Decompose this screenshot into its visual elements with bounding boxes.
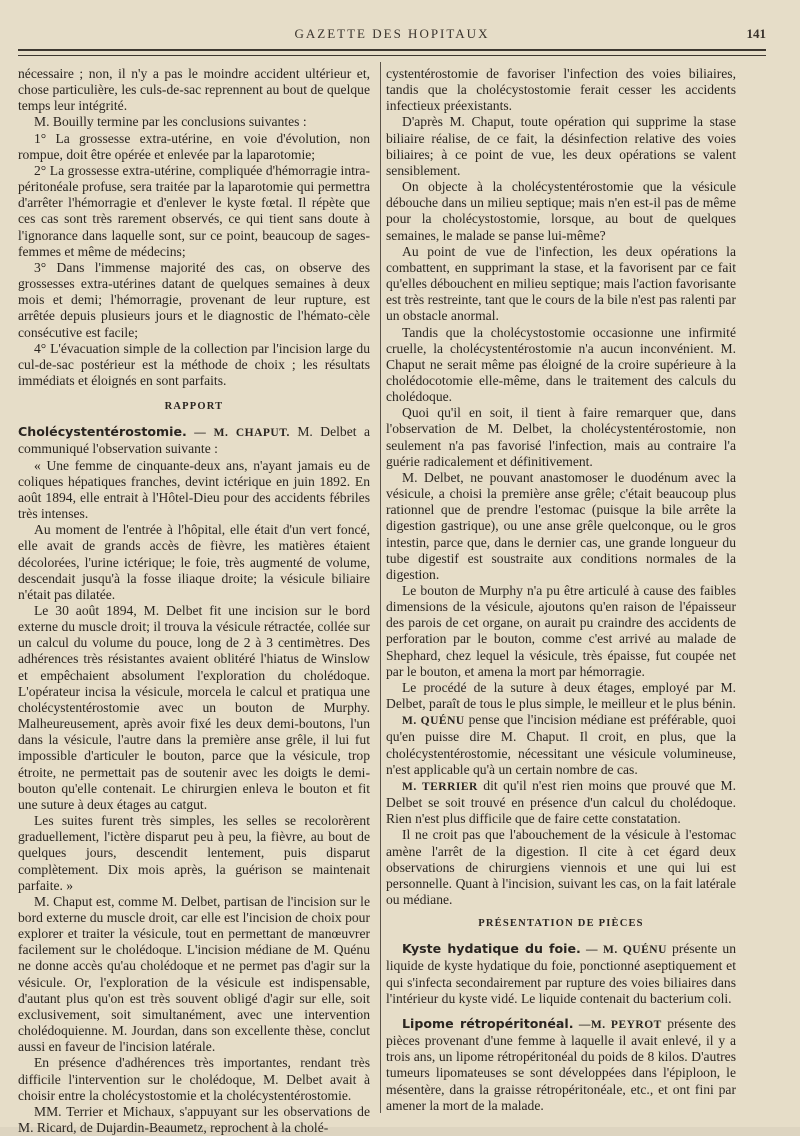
paragraph: Au moment de l'entrée à l'hôpital, elle était d'un vert foncé, elle avait de grands accès de fièvre, les matières étaient décolorées, l'urine ictérique; le foie, très augmenté de volume, descendait jusqu'à la fosse iliaque droite; la vésicule biliaire n'était pas dilatée. [18, 522, 370, 602]
column-separator [380, 62, 381, 1113]
paragraph: M. Bouilly termine par les conclusions suivantes : [34, 114, 307, 130]
left-column [18, 66, 370, 1136]
paragraph: MM. Terrier et Michaux, s'appuyant sur les observations de M. Ricard, de Dujardin-Beaumetz, reprochent à la cholé- [18, 1103, 370, 1135]
article-title: Cholécystentérostomie. [18, 424, 187, 440]
page-header [18, 26, 766, 46]
article-author: — M. QUÉNU [585, 944, 667, 957]
paragraph: Il ne croit pas que l'abouchement de la vésicule à l'estomac amène l'arrêt de la digestion. Il cite à cet égard deux observations de chirurgiens viennois et une qui lui est personnelle. Quant à l'incision, suivant les cas, on la fait latérale ou médiane. [386, 827, 736, 907]
header-rule-thick [18, 49, 766, 51]
paragraph: En présence d'adhérences très importantes, rendant très difficile l'intervention sur le cholédoque, M. Delbet avait à choisir entre la cholécystostomie et la cholécystentérostomie. [18, 1055, 370, 1103]
page-number: 141 [746, 26, 766, 41]
paragraph: Quoi qu'il en soit, il tient à faire remarquer que, dans l'observation de M. Delbet, la cholécystentérostomie, non seulement n'a pas favorisé l'infection, mais au contraire l'a guérie radicalement et définitivement. [386, 405, 736, 469]
journal-title: GAZETTE DES HOPITAUX [294, 26, 490, 41]
paragraph: 3° Dans l'immense majorité des cas, on observe des grossesses extra-utérines datant de quelques semaines à deux mois et demi; l'hémorragie, provenant de leur rupture, est arrêtée depuis plusieurs jours et le diagnostic de l'hémato-cèle consécutive est facile; [18, 259, 370, 340]
article-paragraph [386, 941, 736, 1007]
article-author: —M. PEYROT [578, 1018, 662, 1031]
paragraph-text: dit qu'il n'est rien moins que prouvé que M. Delbet se soit trouvé en présence d'un calcul du cholédoque. Rien n'est plus difficile que de faire cette constatation. [386, 777, 736, 827]
paragraph: Tandis que la cholécystostomie occasionne une infirmité cruelle, la cholécystentérostomie n'a aucun inconvénient. M. Chaput ne serait même pas éloigné de la croire supérieure à la cholédocotomie elle-même, dans le traitement des calculs du cholédoque. [386, 324, 736, 405]
speaker-name: M. TERRIER [402, 780, 478, 793]
header-rule-thin [18, 55, 766, 56]
spacer [386, 1007, 736, 1016]
article-paragraph [386, 778, 736, 827]
paragraph: Au point de vue de l'infection, les deux opérations la combattent, en supprimant la stase, et la favorisent par ce fait qu'elles débouchent en milieu septique; mais l'action favorisante est très restreinte, tant que le cours de la bile n'est pas ralenti par un obstacle anormal. [386, 243, 736, 324]
paragraph: « Une femme de cinquante-deux ans, n'ayant jamais eu de coliques hépatiques franches, devint ictérique en juin 1892. En août 1894, elle entrait à l'Hôtel-Dieu pour des accidents fébriles très intenses. [18, 457, 370, 522]
paragraph: 2° La grossesse extra-utérine, compliquée d'hémorragie intra-péritonéale profuse, sera traitée par la laparotomie qui permettra d'arrêter l'hémorragie et d'enlever le kyste fœtal. Il répète que ces cas sont très rarement observés, ce qui tient sans doute à l'ignorance dans laquelle sont, sur ce point, beaucoup de sages-femmes et même de médecins; [18, 162, 370, 259]
paragraph: Les suites furent très simples, les selles se recolorèrent graduellement, l'ictère disparut peu à peu, la fièvre, au bout de quelques jours, descendit lentement, puis disparut complètement. Dix mois après, la guérison se maintenait parfaite. » [18, 813, 370, 893]
paragraph: Le procédé de la suture à deux étages, employé par M. Delbet, paraît de tous le plus simple, le meilleur et le plus bénin. [386, 679, 736, 712]
paragraph-text: présente un liquide de kyste hydatique du foie, ponctionné aseptiquement et qui s'infecta secondairement par rupture des voies biliaires dans l'intérieur du kyste vidé. Le liquide contenait du bacterium coli. [386, 941, 736, 1006]
speaker-name: M. QUÉNU [402, 715, 465, 728]
right-column [386, 66, 736, 1114]
paragraph: M. Chaput est, comme M. Delbet, partisan de l'incision sur le bord externe du muscle droit, car elle est l'incision de choix pour explorer et traiter la vésicule, tout en permettant de manœuvrer facilement sur le cholédoque. L'incision médiane de M. Quénu ne donne accès qu'au cholédoque et ne permet pas d'agir sur la vésicule. Or, l'exploration de la vésicule est indispensable, d'autant plus qu'on est très souvent obligé d'agir sur elle, soit exclusivement, soit simultanément, avec une intervention cholédoquienne. M. Jourdan, dans son excellente thèse, conclut aussi en faveur de l'incision latérale. [18, 893, 371, 1055]
section-heading-pieces: PRÉSENTATION DE PIÈCES [478, 918, 644, 930]
paragraph: Le bouton de Murphy n'a pu être articulé à cause des faibles dimensions de la vésicule, ajoutons qu'en raison de l'épaisseur des parois de cet organe, on aurait pu craindre des accidents de perforation par le bouton, comme c'est arrivé au malade de Shephard, chez lequel la vésicule, très épaisse, fut coupée net par le bouton, et amena la mort par hémorragie. [386, 583, 736, 679]
paragraph: nécessaire ; non, il n'y a pas le moindre accident ultérieur et, chose particulière, les culs-de-sac reprennent au bout de quelque temps leur intégrité. [18, 66, 370, 114]
article-paragraph [386, 712, 736, 778]
paragraph-text: présente des pièces provenant d'une femme à laquelle il avait enlevé, il y a trois ans, un lipome rétropéritonéal du poids de 8 kilos. D'autres tumeurs lipomateuses se sont développées dans l'épiploon, le mésentère, dans la graisse rétropéritonéale, etc., et ont fini par amener la mort de la malade. [386, 1015, 736, 1113]
article-paragraph [18, 424, 370, 457]
paragraph: 4° L'évacuation simple de la collection par l'incision large du cul-de-sac postérieur est la méthode de choix ; les résultats immédiats et éloignés en sont parfaits. [18, 340, 370, 388]
paragraph: cystentérostomie de favoriser l'infection des voies biliaires, tandis que la cholécystostomie ferait cesser les accidents infectieux préexistants. [386, 66, 736, 114]
paragraph: 1° La grossesse extra-utérine, en voie d'évolution, non rompue, doit être opérée et enlevée par la laparotomie; [18, 130, 370, 162]
article-paragraph [386, 1016, 736, 1114]
section-heading-rapport: RAPPORT [164, 401, 224, 413]
paragraph-text: M. Delbet a communiqué l'observation suivante : [18, 424, 370, 457]
paragraph: Le 30 août 1894, M. Delbet fit une incision sur le bord externe du muscle droit; il trouva la vésicule rétractée, collée sur un calcul du volume du pouce, long de 2 à 3 centimètres. Des adhérences très résistantes avaient oblitéré l'hiatus de Winslow et empêchaient absolument l'exploration du cholédoque. L'opérateur incisa la vésicule, morcela le calcul et pratiqua une cholécystentérostomie avec un bouton de Murphy. Malheureusement, après avoir fixé les deux demi-boutons, l'un dans la vésicule, l'autre dans la première anse grêle, il lui fut impossible d'articuler le bouton, parce que la vésicule, trop étroite, ne permettait pas de soutenir avec les doigts le demi-bouton qu'elle contenait. Le chirurgien enleva le bouton et fit une suture à deux étages au catgut. [18, 603, 370, 812]
paragraph: On objecte à la cholécystentérostomie que la vésicule débouche dans un milieu septique; mais n'en est-il pas de même pour la cholécystostomie, lorsque, au bout de quelques semaines, le malade se panse lui-même? [386, 179, 736, 243]
paragraph-text: pense que l'incision médiane est préférable, quoi qu'en puisse dire M. Chaput. Il croit, en plus, que la cholécystentérostomie, nécessitant une vésicule volumineuse, n'est applicable qu'à un certain nombre de cas. [386, 712, 736, 777]
paragraph: D'après M. Chaput, toute opération qui supprime la stase biliaire réalise, de ce fait, la désinfection relative des voies biliaires; à ce point de vue, les deux opérations se valent sensiblement. [386, 114, 736, 178]
article-title: Lipome rétropéritonéal. [402, 1015, 574, 1031]
article-title: Kyste hydatique du foie. [402, 941, 581, 957]
article-author: — M. CHAPUT. [194, 427, 290, 440]
paragraph: M. Delbet, ne pouvant anastomoser le duodénum avec la vésicule, a choisi la première anse grêle; c'était beaucoup plus rationnel que de prendre l'estomac (puisque la bile arrête la digestion gastrique), ou une anse grêle quelconque, ou le gros intestin, parce que, dans le dernier cas, une grande longueur du tube digestif est soustraite aux conditions normales de la digestion. [386, 469, 736, 582]
